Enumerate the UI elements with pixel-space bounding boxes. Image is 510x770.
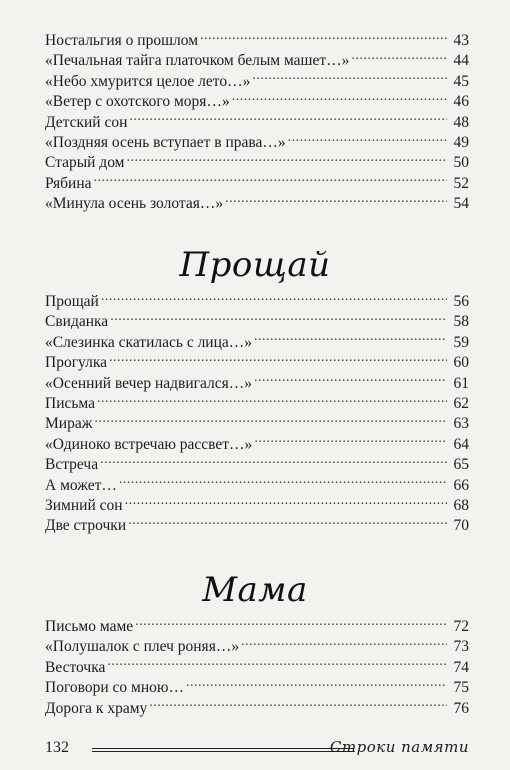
entry-page: 68 (453, 496, 469, 514)
dot-leader (119, 476, 447, 490)
toc-entry (45, 658, 469, 678)
entry-title: «Поздняя осень вступает в права…» (45, 133, 286, 151)
dot-leader (149, 699, 447, 713)
toc-section-3 (45, 617, 469, 719)
toc-entry (45, 496, 469, 516)
dot-leader (109, 353, 447, 367)
entry-page: 50 (453, 154, 469, 172)
toc-entry (45, 312, 469, 332)
toc-entry (45, 133, 469, 153)
entry-page: 66 (453, 476, 469, 494)
dot-leader (94, 414, 447, 428)
dot-leader (225, 194, 447, 208)
dot-leader (351, 51, 447, 65)
dot-leader (254, 333, 447, 347)
entry-title: Старый дом (45, 154, 125, 172)
entry-title: Дорога к храму (45, 699, 148, 717)
dot-leader (129, 113, 447, 127)
entry-title: Зимний сон (45, 496, 123, 514)
entry-title: Детский сон (45, 113, 128, 131)
toc-section-2 (45, 292, 469, 537)
dot-leader (252, 72, 447, 86)
dot-leader (100, 455, 447, 469)
entry-title: «Одиноко встречаю рассвет…» (45, 435, 253, 453)
entry-title: Свиданка (45, 313, 109, 331)
entry-page: 48 (453, 113, 469, 131)
toc-entry (45, 414, 469, 434)
entry-page: 76 (453, 699, 469, 717)
entry-page: 54 (453, 195, 469, 213)
entry-page: 72 (453, 618, 469, 635)
entry-title: «Полушалок с плеч роняя…» (45, 638, 240, 656)
dot-leader (128, 516, 447, 530)
page-number: 132 (45, 739, 69, 756)
toc-entry (45, 678, 469, 698)
entry-title: Весточка (45, 658, 106, 676)
dot-leader (200, 31, 447, 45)
toc-entry (45, 455, 469, 475)
dot-leader (125, 496, 447, 510)
toc-entry (45, 174, 469, 194)
toc-entry (45, 435, 469, 455)
entry-title: Две строчки (45, 517, 127, 535)
entry-title: Прогулка (45, 354, 108, 372)
entry-page: 62 (453, 394, 469, 412)
entry-title: «Ветер с охотского моря…» (45, 93, 230, 111)
entry-title: Встреча (45, 456, 99, 474)
entry-title: «Осенний вечер надвигался…» (45, 374, 253, 392)
dot-leader (254, 374, 447, 388)
entry-title: Письмо маме (45, 618, 134, 635)
dot-leader (241, 637, 447, 651)
toc-entry (45, 153, 469, 173)
section-heading: Прощай (179, 245, 331, 285)
dot-leader (97, 394, 447, 408)
entry-page: 46 (453, 93, 469, 111)
dot-leader (94, 174, 447, 188)
entry-page: 58 (453, 313, 469, 331)
entry-page: 64 (453, 435, 469, 453)
toc-entry (45, 374, 469, 394)
entry-title: А может… (45, 476, 117, 494)
dot-leader (186, 678, 447, 692)
toc-entry (45, 333, 469, 353)
dot-leader (101, 292, 447, 306)
entry-page: 49 (453, 133, 469, 151)
entry-page: 52 (453, 174, 469, 192)
dot-leader (126, 153, 447, 167)
entry-title: Поговори со мною… (45, 679, 184, 697)
entry-page: 56 (453, 293, 469, 310)
toc-entry (45, 31, 469, 51)
footer-rule (92, 748, 354, 752)
entry-page: 61 (453, 374, 469, 392)
entry-page: 74 (453, 658, 469, 676)
entry-title: Мираж (45, 415, 93, 433)
dot-leader (254, 435, 447, 449)
entry-page: 44 (453, 52, 469, 70)
toc-entry (45, 353, 469, 373)
entry-page: 59 (453, 333, 469, 351)
toc-entry (45, 194, 469, 214)
toc-entry (45, 394, 469, 414)
entry-page: 60 (453, 354, 469, 372)
dot-leader (232, 92, 447, 106)
dot-leader (288, 133, 447, 147)
entry-title: «Печальная тайга платочком белым машет…» (45, 52, 350, 70)
entry-page: 63 (453, 415, 469, 433)
toc-entry (45, 516, 469, 536)
entry-page: 43 (453, 32, 469, 49)
entry-page: 73 (453, 638, 469, 656)
dot-leader (135, 617, 447, 631)
toc-section-1 (45, 31, 469, 215)
entry-title: «Слезинка скатилась с лица…» (45, 333, 253, 351)
entry-title: Ностальгия о прошлом (45, 32, 199, 49)
toc-entry (45, 476, 469, 496)
page-footer (45, 737, 469, 761)
entry-page: 70 (453, 517, 469, 535)
entry-title: Рябина (45, 174, 92, 192)
entry-title: Прощай (45, 293, 99, 310)
toc-entry (45, 617, 469, 637)
entry-page: 45 (453, 72, 469, 90)
toc-entry (45, 51, 469, 71)
toc-entry (45, 92, 469, 112)
entry-title: Письма (45, 394, 96, 412)
section-heading: Мама (202, 570, 308, 610)
entry-title: «Небо хмурится целое лето…» (45, 72, 251, 90)
entry-page: 65 (453, 456, 469, 474)
toc-entry (45, 292, 469, 312)
dot-leader (110, 312, 447, 326)
toc-entry (45, 72, 469, 92)
dot-leader (107, 658, 447, 672)
entry-page: 75 (453, 679, 469, 697)
series-title: Строки памяти (329, 738, 469, 756)
toc-entry (45, 113, 469, 133)
toc-entry (45, 637, 469, 657)
entry-title: «Минула осень золотая…» (45, 195, 224, 213)
toc-entry (45, 699, 469, 719)
